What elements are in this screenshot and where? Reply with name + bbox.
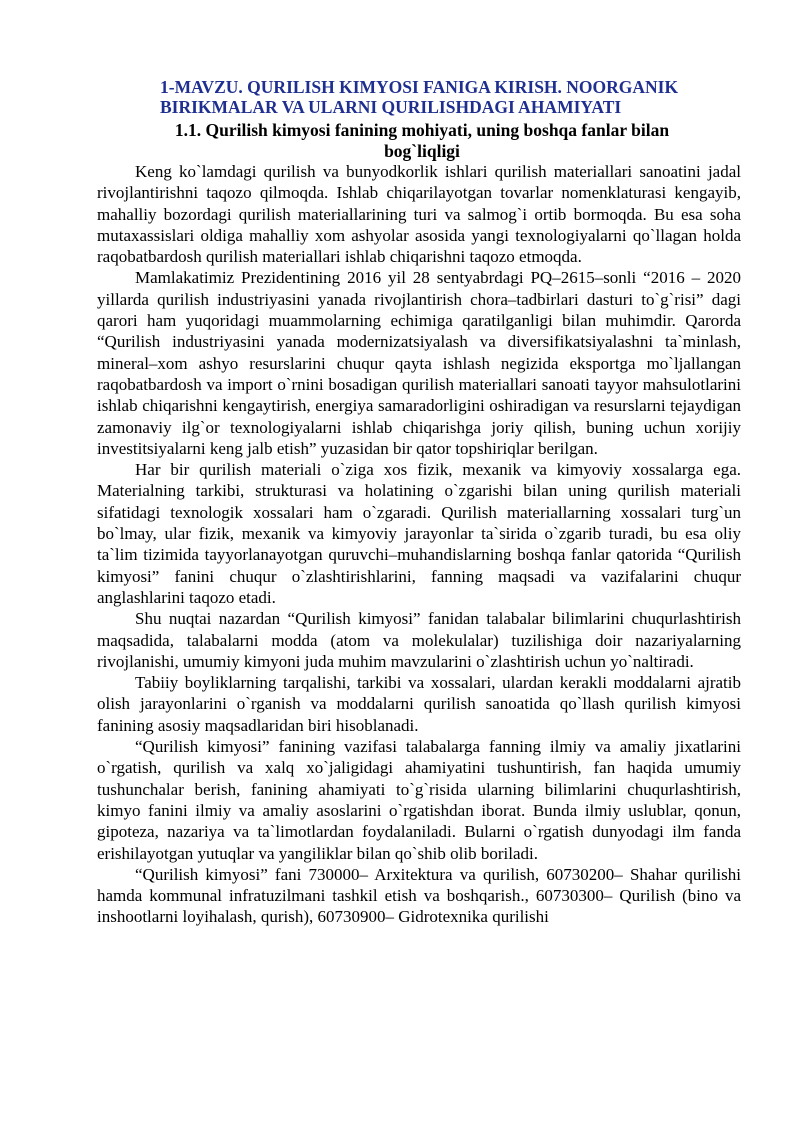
chapter-title bbox=[97, 77, 747, 117]
paragraph: “Qurilish kimyosi” fanining vazifasi talabalarga fanning ilmiy va amaliy jixatlarini o`rgatish, qurilish va xalq xo`jaligidagi ahamiyatini tushuntirish, fan haqida umumiy tushunchalar berish, fanining ahamiyati to`g`risida ularning bilimlarini chuqurlashtirish, kimyo fanini ilmiy va amaliy asoslarini o`rgatishdan iborat. Bunda ilmiy uslublar, qonun, gipoteza, nazariya va ta`limotlardan foydalaniladi. Bularni o`rgatish dunyodagi ilm fanda erishilayotgan yutuqlar va yangiliklar bilan qo`shib olib boriladi. bbox=[97, 737, 741, 863]
section-title-line-2: bog`liqligi bbox=[384, 141, 460, 161]
chapter-title-line-1: 1-MAVZU. QURILISH KIMYOSI FANIGA KIRISH. NOORGANIK bbox=[160, 77, 679, 97]
paragraph: Har bir qurilish materiali o`ziga xos fizik, mexanik va kimyoviy xossalarga ega. Materialning tarkibi, strukturasi va holatining o`zgarishi bilan uning qurilish materiali sifatidagi texnologik xossalari ham o`zgaradi. Qurilish materiallarning xossalari turg`un bo`lmay, ular fizik, mexanik va kimyoviy jarayonlar ta`sirida o`zgarib turadi, bu esa oliy ta`lim tizimida tayyorlanayotgan quruvchi–muhandislarning boshqa fanlar qatorida “Qurilish kimyosi” fanini chuqur o`zlashtirishlarini, fanning maqsadi va vazifalarini chuqur anglashlarini taqozo etadi. bbox=[97, 460, 741, 607]
paragraph: Tabiiy boyliklarning tarqalishi, tarkibi va xossalari, ulardan kerakli moddalarni ajratib olish jarayonlarini o`rganish va moddalarni qurilish sanoatida qo`llash qurilish kimyosi fanining asosiy maqsadlaridan biri hisoblanadi. bbox=[97, 673, 741, 735]
section-title bbox=[97, 120, 747, 162]
body-text bbox=[97, 161, 741, 928]
title-block bbox=[97, 77, 747, 162]
section-title-line-1: 1.1. Qurilish kimyosi fanining mohiyati, uning boshqa fanlar bilan bbox=[174, 120, 670, 140]
chapter-title-line-2: BIRIKMALAR VA ULARNI QURILISHDAGI AHAMIYATI bbox=[160, 97, 622, 117]
paragraph: Shu nuqtai nazardan “Qurilish kimyosi” fanidan talabalar bilimlarini chuqurlashtirish maqsadida, talabalarni modda (atom va molekulalar) tuzilishiga doir nazariyalarning rivojlanishi, umumiy kimyoni juda muhim mavzularini o`zlashtirish uchun yo`naltiradi. bbox=[97, 609, 741, 671]
paragraph: “Qurilish kimyosi” fani 730000– Arxitektura va qurilish, 60730200– Shahar qurilishi hamda kommunal infratuzilmani tashkil etish va boshqarish., 60730300– Qurilish (bino va inshootlarni loyihalash, qurish), 60730900– Gidrotexnika qurilishi bbox=[97, 864, 741, 927]
paragraph: Mamlakatimiz Prezidentining 2016 yil 28 sentyabrdagi PQ–2615–sonli “2016 – 2020 yillarda qurilish industriyasini yanada rivojlantirish chora–tadbirlari dasturi to`g`risi” dagi qarori ham yuqoridagi muammolarning echimiga qaratilganligi bilan muhimdir. Qarorda “Qurilish industriyasini yanada modernizatsiyalash va diversifikatsiyalashni ta`minlash, mineral–xom ashyo resurslarini chuqur qayta ishlash negizida eksportga mo`ljallangan raqobatbardosh va import o`rnini bosadigan qurilish materiallari sanoati tayyor mahsulotlarini ishlab chiqarishni kengaytirish, energiya samaradorligini oshiradigan va resurslarni tejaydigan zamonaviy ilg`or texnologiyalarni ishlab chiqarishga joriy qilish, buning uchun xorijiy investitsiyalarni keng jalb etish” yuzasidan bir qator topshiriqlar berilgan. bbox=[97, 268, 741, 458]
paragraph: Keng ko`lamdagi qurilish va bunyodkorlik ishlari qurilish materiallari sanoatini jadal rivojlantirishni taqozo qilmoqda. Ishlab chiqarilayotgan tovarlar nomenklaturasi kengayib, mahalliy bozordagi qurilish materiallarining turi va salmog`i ortib bormoqda. Bu esa soha mutaxassislari oldiga mahalliy xom ashyolar asosida yangi texnologiyalarni qo`llagan holda raqobatbardosh qurilish materiallari ishlab chiqarishni taqozo etmoqda. bbox=[97, 162, 741, 267]
